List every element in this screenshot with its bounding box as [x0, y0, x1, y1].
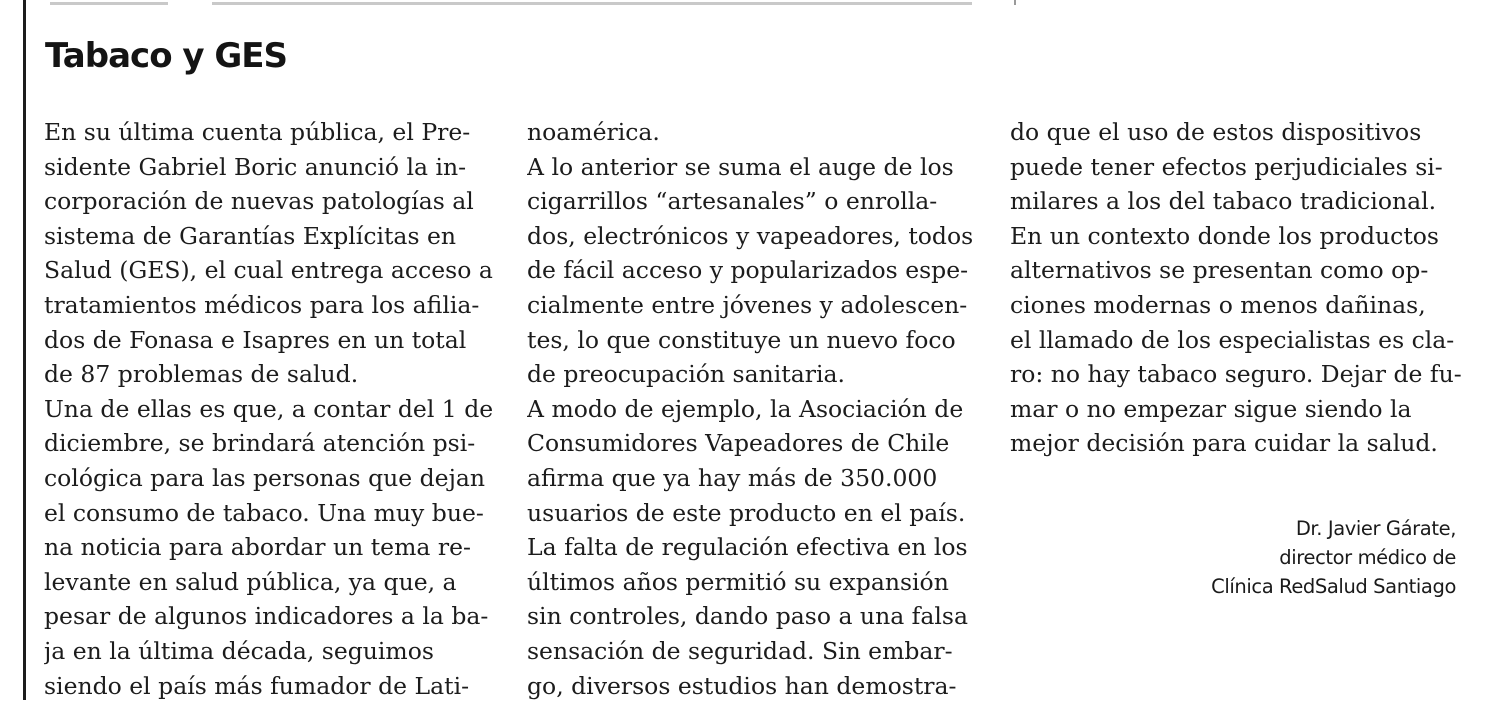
- article-text-line: ciones modernas o menos dañinas,: [1010, 288, 1462, 323]
- article-text-line: el llamado de los especialistas es cla-: [1010, 323, 1462, 358]
- signature-line: Dr. Javier Gárate,: [1211, 514, 1456, 543]
- article-text-line: En su última cuenta pública, el Pre-: [44, 115, 496, 150]
- article-text-line: de preocupación sanitaria.: [527, 357, 979, 392]
- article-text-line: sidente Gabriel Boric anunció la in-: [44, 150, 496, 185]
- article-text-line: dos de Fonasa e Isapres en un total: [44, 323, 496, 358]
- article-text-line: Una de ellas es que, a contar del 1 de: [44, 392, 496, 427]
- signature-line: director médico de: [1211, 543, 1456, 572]
- article-text-line: corporación de nuevas patologías al: [44, 184, 496, 219]
- signature-line: Clínica RedSalud Santiago: [1211, 572, 1456, 601]
- article-text-line: na noticia para abordar un tema re-: [44, 530, 496, 565]
- article-text-line: Consumidores Vapeadores de Chile: [527, 426, 979, 461]
- article-text-line: Salud (GES), el cual entrega acceso a: [44, 253, 496, 288]
- article-text-line: alternativos se presentan como op-: [1010, 253, 1462, 288]
- article-text-line: A modo de ejemplo, la Asociación de: [527, 392, 979, 427]
- article-column-2: [527, 115, 979, 703]
- article-text-line: La falta de regulación efectiva en los: [527, 530, 979, 565]
- article-text-line: pesar de algunos indicadores a la ba-: [44, 599, 496, 634]
- article-text-line: do que el uso de estos dispositivos: [1010, 115, 1462, 150]
- article-text-line: go, diversos estudios han demostra-: [527, 669, 979, 703]
- article-text-line: cialmente entre jóvenes y adolescen-: [527, 288, 979, 323]
- author-signature: [1211, 514, 1456, 601]
- article-text-line: A lo anterior se suma el auge de los: [527, 150, 979, 185]
- article-text-line: tratamientos médicos para los afilia-: [44, 288, 496, 323]
- article-text-line: usuarios de este producto en el país.: [527, 496, 979, 531]
- article-text-line: sin controles, dando paso a una falsa: [527, 599, 979, 634]
- article-text-line: de 87 problemas de salud.: [44, 357, 496, 392]
- article-text-line: siendo el país más fumador de Lati-: [44, 669, 496, 703]
- article-text-line: puede tener efectos perjudiciales si-: [1010, 150, 1462, 185]
- article-title: Tabaco y GES: [45, 36, 287, 76]
- article-text-line: cológica para las personas que dejan: [44, 461, 496, 496]
- article-text-line: dos, electrónicos y vapeadores, todos: [527, 219, 979, 254]
- article-text-line: En un contexto donde los productos: [1010, 219, 1462, 254]
- article-text-line: sistema de Garantías Explícitas en: [44, 219, 496, 254]
- article-text-line: milares a los del tabaco tradicional.: [1010, 184, 1462, 219]
- article-text-line: noamérica.: [527, 115, 979, 150]
- article-text-line: de fácil acceso y popularizados espe-: [527, 253, 979, 288]
- article-text-line: sensación de seguridad. Sin embar-: [527, 634, 979, 669]
- article-text-line: últimos años permitió su expansión: [527, 565, 979, 600]
- article-column-1: [44, 115, 496, 703]
- article-text-line: afirma que ya hay más de 350.000: [527, 461, 979, 496]
- article-text-line: levante en salud pública, ya que, a: [44, 565, 496, 600]
- article-text-line: cigarrillos “artesanales” o enrolla-: [527, 184, 979, 219]
- article-text-line: ro: no hay tabaco seguro. Dejar de fu-: [1010, 357, 1462, 392]
- article-column-3: [1010, 115, 1462, 461]
- article-text-line: ja en la última década, seguimos: [44, 634, 496, 669]
- article-text-line: mejor decisión para cuidar la salud.: [1010, 426, 1462, 461]
- article-text-line: mar o no empezar sigue siendo la: [1010, 392, 1462, 427]
- article-text-line: el consumo de tabaco. Una muy bue-: [44, 496, 496, 531]
- article-text-line: tes, lo que constituye un nuevo foco: [527, 323, 979, 358]
- article-text-line: diciembre, se brindará atención psi-: [44, 426, 496, 461]
